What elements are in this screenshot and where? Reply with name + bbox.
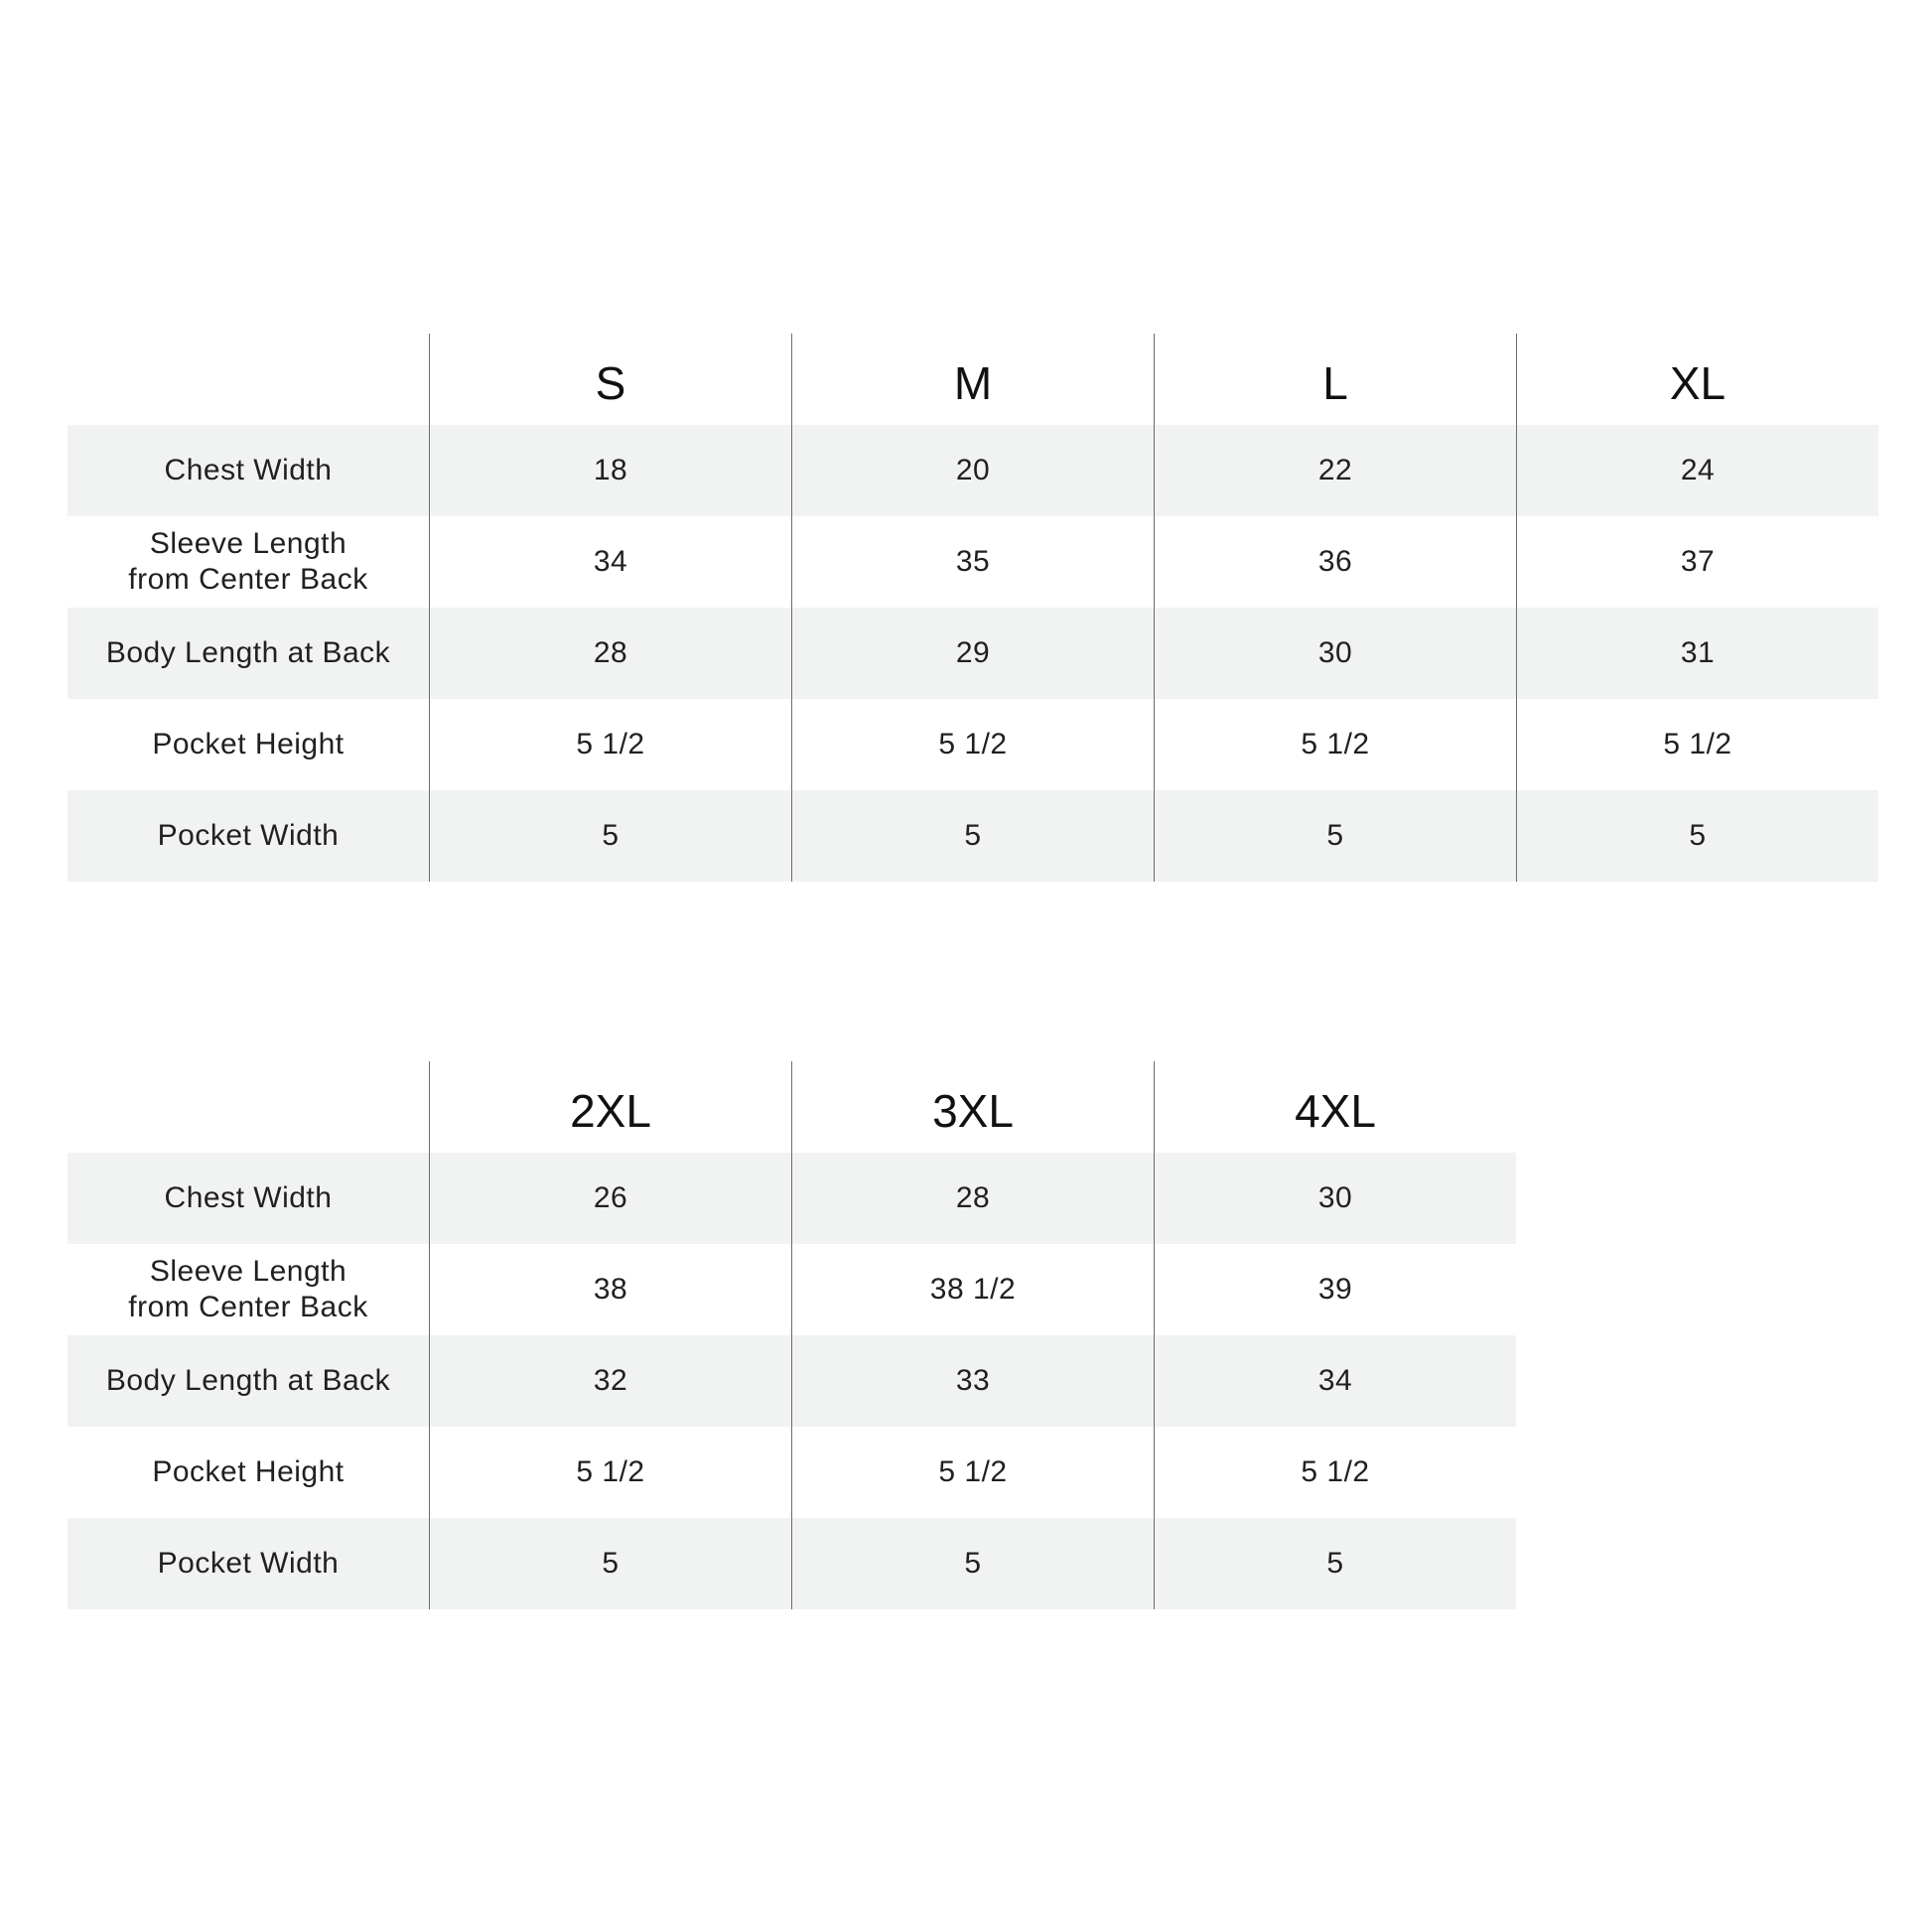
row-label-text: from Center Back bbox=[128, 563, 368, 596]
table-cell: 5 bbox=[1155, 790, 1517, 882]
table-cell: 18 bbox=[430, 425, 792, 516]
table-cell: 34 bbox=[430, 516, 792, 608]
table-row bbox=[68, 608, 1878, 699]
size-header-row bbox=[68, 334, 1878, 425]
row-label bbox=[68, 790, 430, 882]
row-label bbox=[68, 1427, 430, 1518]
table-cell: 28 bbox=[430, 608, 792, 699]
row-label bbox=[68, 1335, 430, 1427]
table-cell: 5 bbox=[1517, 790, 1879, 882]
table-cell: 39 bbox=[1155, 1244, 1517, 1335]
table-cell: 36 bbox=[1155, 516, 1517, 608]
row-label-text: Pocket Height bbox=[152, 1455, 345, 1488]
table-cell: 38 1/2 bbox=[792, 1244, 1155, 1335]
table-row bbox=[68, 1244, 1516, 1335]
table-cell: 31 bbox=[1517, 608, 1879, 699]
table-cell: 33 bbox=[792, 1335, 1155, 1427]
table-cell: 30 bbox=[1155, 608, 1517, 699]
table-cell: 20 bbox=[792, 425, 1155, 516]
table-cell: 30 bbox=[1155, 1153, 1517, 1244]
table-cell: 5 bbox=[792, 1518, 1155, 1609]
table-row bbox=[68, 790, 1878, 882]
table-cell: 5 1/2 bbox=[1517, 699, 1879, 790]
table-cell: 34 bbox=[1155, 1335, 1517, 1427]
row-label bbox=[68, 1153, 430, 1244]
table-cell: 5 1/2 bbox=[430, 1427, 792, 1518]
table-cell: 5 1/2 bbox=[1155, 1427, 1517, 1518]
table-row bbox=[68, 1153, 1516, 1244]
table-cell: 38 bbox=[430, 1244, 792, 1335]
table-cell: 5 1/2 bbox=[792, 1427, 1155, 1518]
table-cell: 22 bbox=[1155, 425, 1517, 516]
table-cell: 37 bbox=[1517, 516, 1879, 608]
table-row bbox=[68, 1518, 1516, 1609]
size-header: L bbox=[1155, 334, 1517, 425]
table-cell: 5 bbox=[792, 790, 1155, 882]
table-cell: 32 bbox=[430, 1335, 792, 1427]
row-label-text: Pocket Width bbox=[157, 819, 340, 852]
table-cell: 24 bbox=[1517, 425, 1879, 516]
row-label-text: Pocket Width bbox=[157, 1547, 340, 1580]
table-row bbox=[68, 516, 1878, 608]
table-cell: 28 bbox=[792, 1153, 1155, 1244]
row-label bbox=[68, 516, 430, 608]
row-label bbox=[68, 425, 430, 516]
row-label-text: Chest Width bbox=[164, 454, 333, 486]
size-header: 2XL bbox=[430, 1061, 792, 1153]
size-header-row bbox=[68, 1061, 1516, 1153]
table-cell: 5 bbox=[430, 1518, 792, 1609]
size-header: XL bbox=[1517, 334, 1879, 425]
row-label bbox=[68, 699, 430, 790]
table-row bbox=[68, 425, 1878, 516]
row-label-text: Sleeve Length bbox=[149, 527, 347, 560]
table-row bbox=[68, 1427, 1516, 1518]
row-label bbox=[68, 608, 430, 699]
row-label-text: Body Length at Back bbox=[105, 636, 391, 669]
size-chart-table-bottom bbox=[68, 1061, 1516, 1609]
table-cell: 35 bbox=[792, 516, 1155, 608]
size-header: S bbox=[430, 334, 792, 425]
table-cell: 5 bbox=[1155, 1518, 1517, 1609]
row-label-text: from Center Back bbox=[128, 1291, 368, 1323]
row-label bbox=[68, 1518, 430, 1609]
table-cell: 5 1/2 bbox=[430, 699, 792, 790]
row-label bbox=[68, 1244, 430, 1335]
header-corner bbox=[68, 1061, 430, 1153]
row-label-text: Chest Width bbox=[164, 1181, 333, 1214]
table-row bbox=[68, 699, 1878, 790]
size-header: 4XL bbox=[1155, 1061, 1517, 1153]
table-cell: 5 1/2 bbox=[1155, 699, 1517, 790]
header-corner bbox=[68, 334, 430, 425]
row-label-text: Body Length at Back bbox=[105, 1364, 391, 1397]
size-header: M bbox=[792, 334, 1155, 425]
row-label-text: Sleeve Length bbox=[149, 1255, 347, 1288]
table-cell: 26 bbox=[430, 1153, 792, 1244]
row-label-text: Pocket Height bbox=[152, 728, 345, 760]
table-cell: 5 1/2 bbox=[792, 699, 1155, 790]
size-chart-table-top bbox=[68, 334, 1878, 882]
size-header: 3XL bbox=[792, 1061, 1155, 1153]
table-row bbox=[68, 1335, 1516, 1427]
table-cell: 5 bbox=[430, 790, 792, 882]
table-cell: 29 bbox=[792, 608, 1155, 699]
